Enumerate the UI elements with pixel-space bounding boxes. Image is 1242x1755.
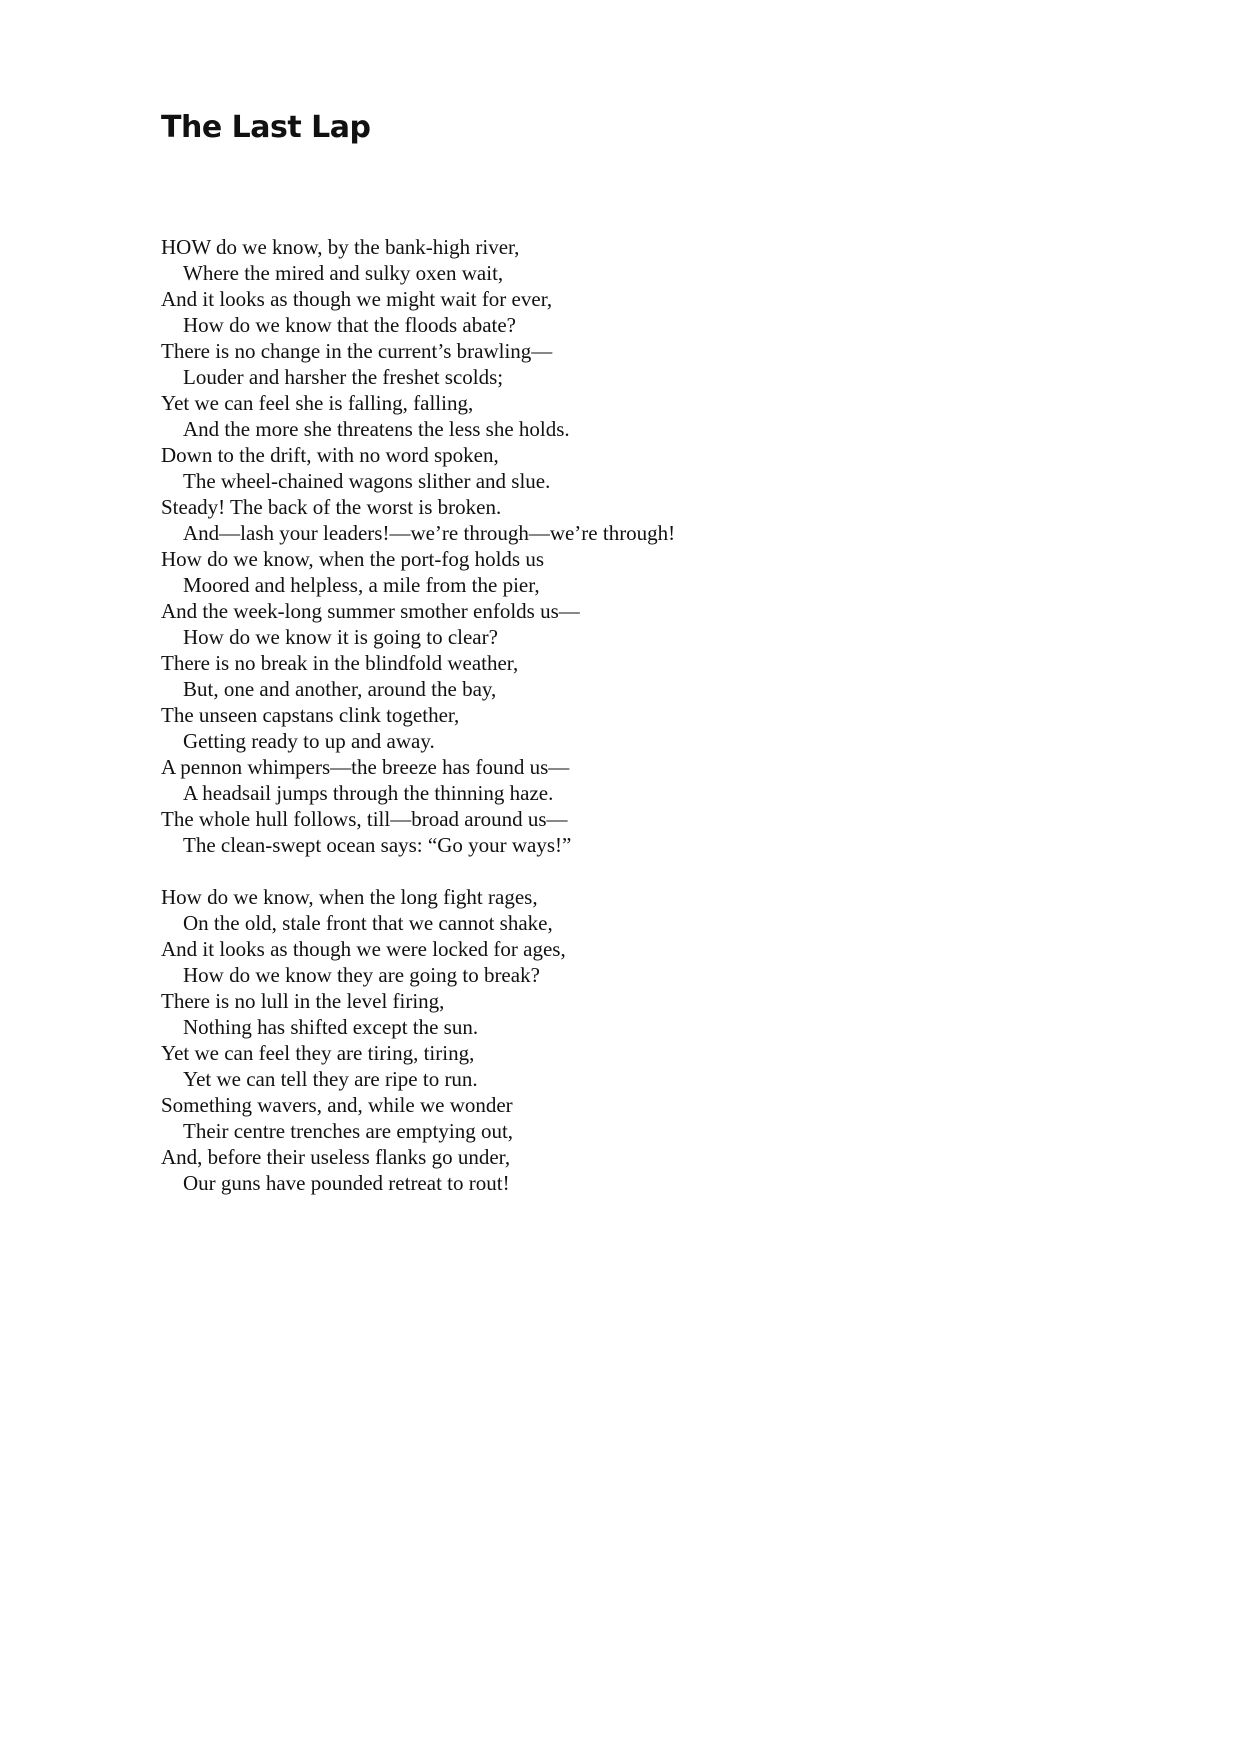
poem-line: On the old, stale front that we cannot shake, (183, 911, 553, 935)
poem-line: How do we know that the floods abate? (183, 313, 516, 337)
poem-line: The clean-swept ocean says: “Go your ways!” (183, 833, 572, 857)
poem-body (161, 234, 1061, 1196)
poem-line: Yet we can feel she is falling, falling, (161, 391, 474, 415)
poem-line: And the week-long summer smother enfolds us— (161, 599, 580, 623)
poem-line: Yet we can feel they are tiring, tiring, (161, 1041, 475, 1065)
poem-line: There is no change in the current’s brawling— (161, 339, 553, 363)
poem-line: Yet we can tell they are ripe to run. (183, 1067, 478, 1091)
poem-line: How do we know, when the port-fog holds us (161, 547, 545, 571)
poem-line: And the more she threatens the less she holds. (183, 417, 570, 441)
poem-line: The wheel-chained wagons slither and slue. (183, 469, 551, 493)
poem-line: Steady! The back of the worst is broken. (161, 495, 502, 519)
poem-line: Nothing has shifted except the sun. (183, 1015, 479, 1039)
poem-line: HOW do we know, by the bank-high river, (161, 235, 520, 259)
poem-line: The unseen capstans clink together, (161, 703, 460, 727)
poem-line: A pennon whimpers—the breeze has found us— (161, 755, 570, 779)
poem-line: And it looks as though we were locked for ages, (161, 937, 566, 961)
poem-line: And it looks as though we might wait for ever, (161, 287, 553, 311)
stanza-2 (161, 884, 1061, 1196)
poem-line: How do we know it is going to clear? (183, 625, 498, 649)
poem-line: Down to the drift, with no word spoken, (161, 443, 499, 467)
poem-line: Getting ready to up and away. (183, 729, 435, 753)
poem-line: And—lash your leaders!—we’re through—we’re through! (183, 521, 676, 545)
poem-line: Where the mired and sulky oxen wait, (183, 261, 504, 285)
poem-line: Moored and helpless, a mile from the pier, (183, 573, 540, 597)
poem-line: How do we know, when the long fight rages, (161, 885, 538, 909)
poem-line: Our guns have pounded retreat to rout! (183, 1171, 510, 1195)
poem-line: There is no lull in the level firing, (161, 989, 445, 1013)
poem-line: There is no break in the blindfold weather, (161, 651, 519, 675)
poem-line: How do we know they are going to break? (183, 963, 540, 987)
stanza-1 (161, 234, 1061, 858)
poem-line: And, before their useless flanks go under, (161, 1145, 511, 1169)
poem-line: The whole hull follows, till—broad around us— (161, 807, 568, 831)
poem-title: The Last Lap (161, 110, 371, 145)
poem-line: Louder and harsher the freshet scolds; (183, 365, 504, 389)
poem-line: But, one and another, around the bay, (183, 677, 497, 701)
poem-line: A headsail jumps through the thinning haze. (183, 781, 554, 805)
poem-line: Something wavers, and, while we wonder (161, 1093, 513, 1117)
poem-line: Their centre trenches are emptying out, (183, 1119, 514, 1143)
